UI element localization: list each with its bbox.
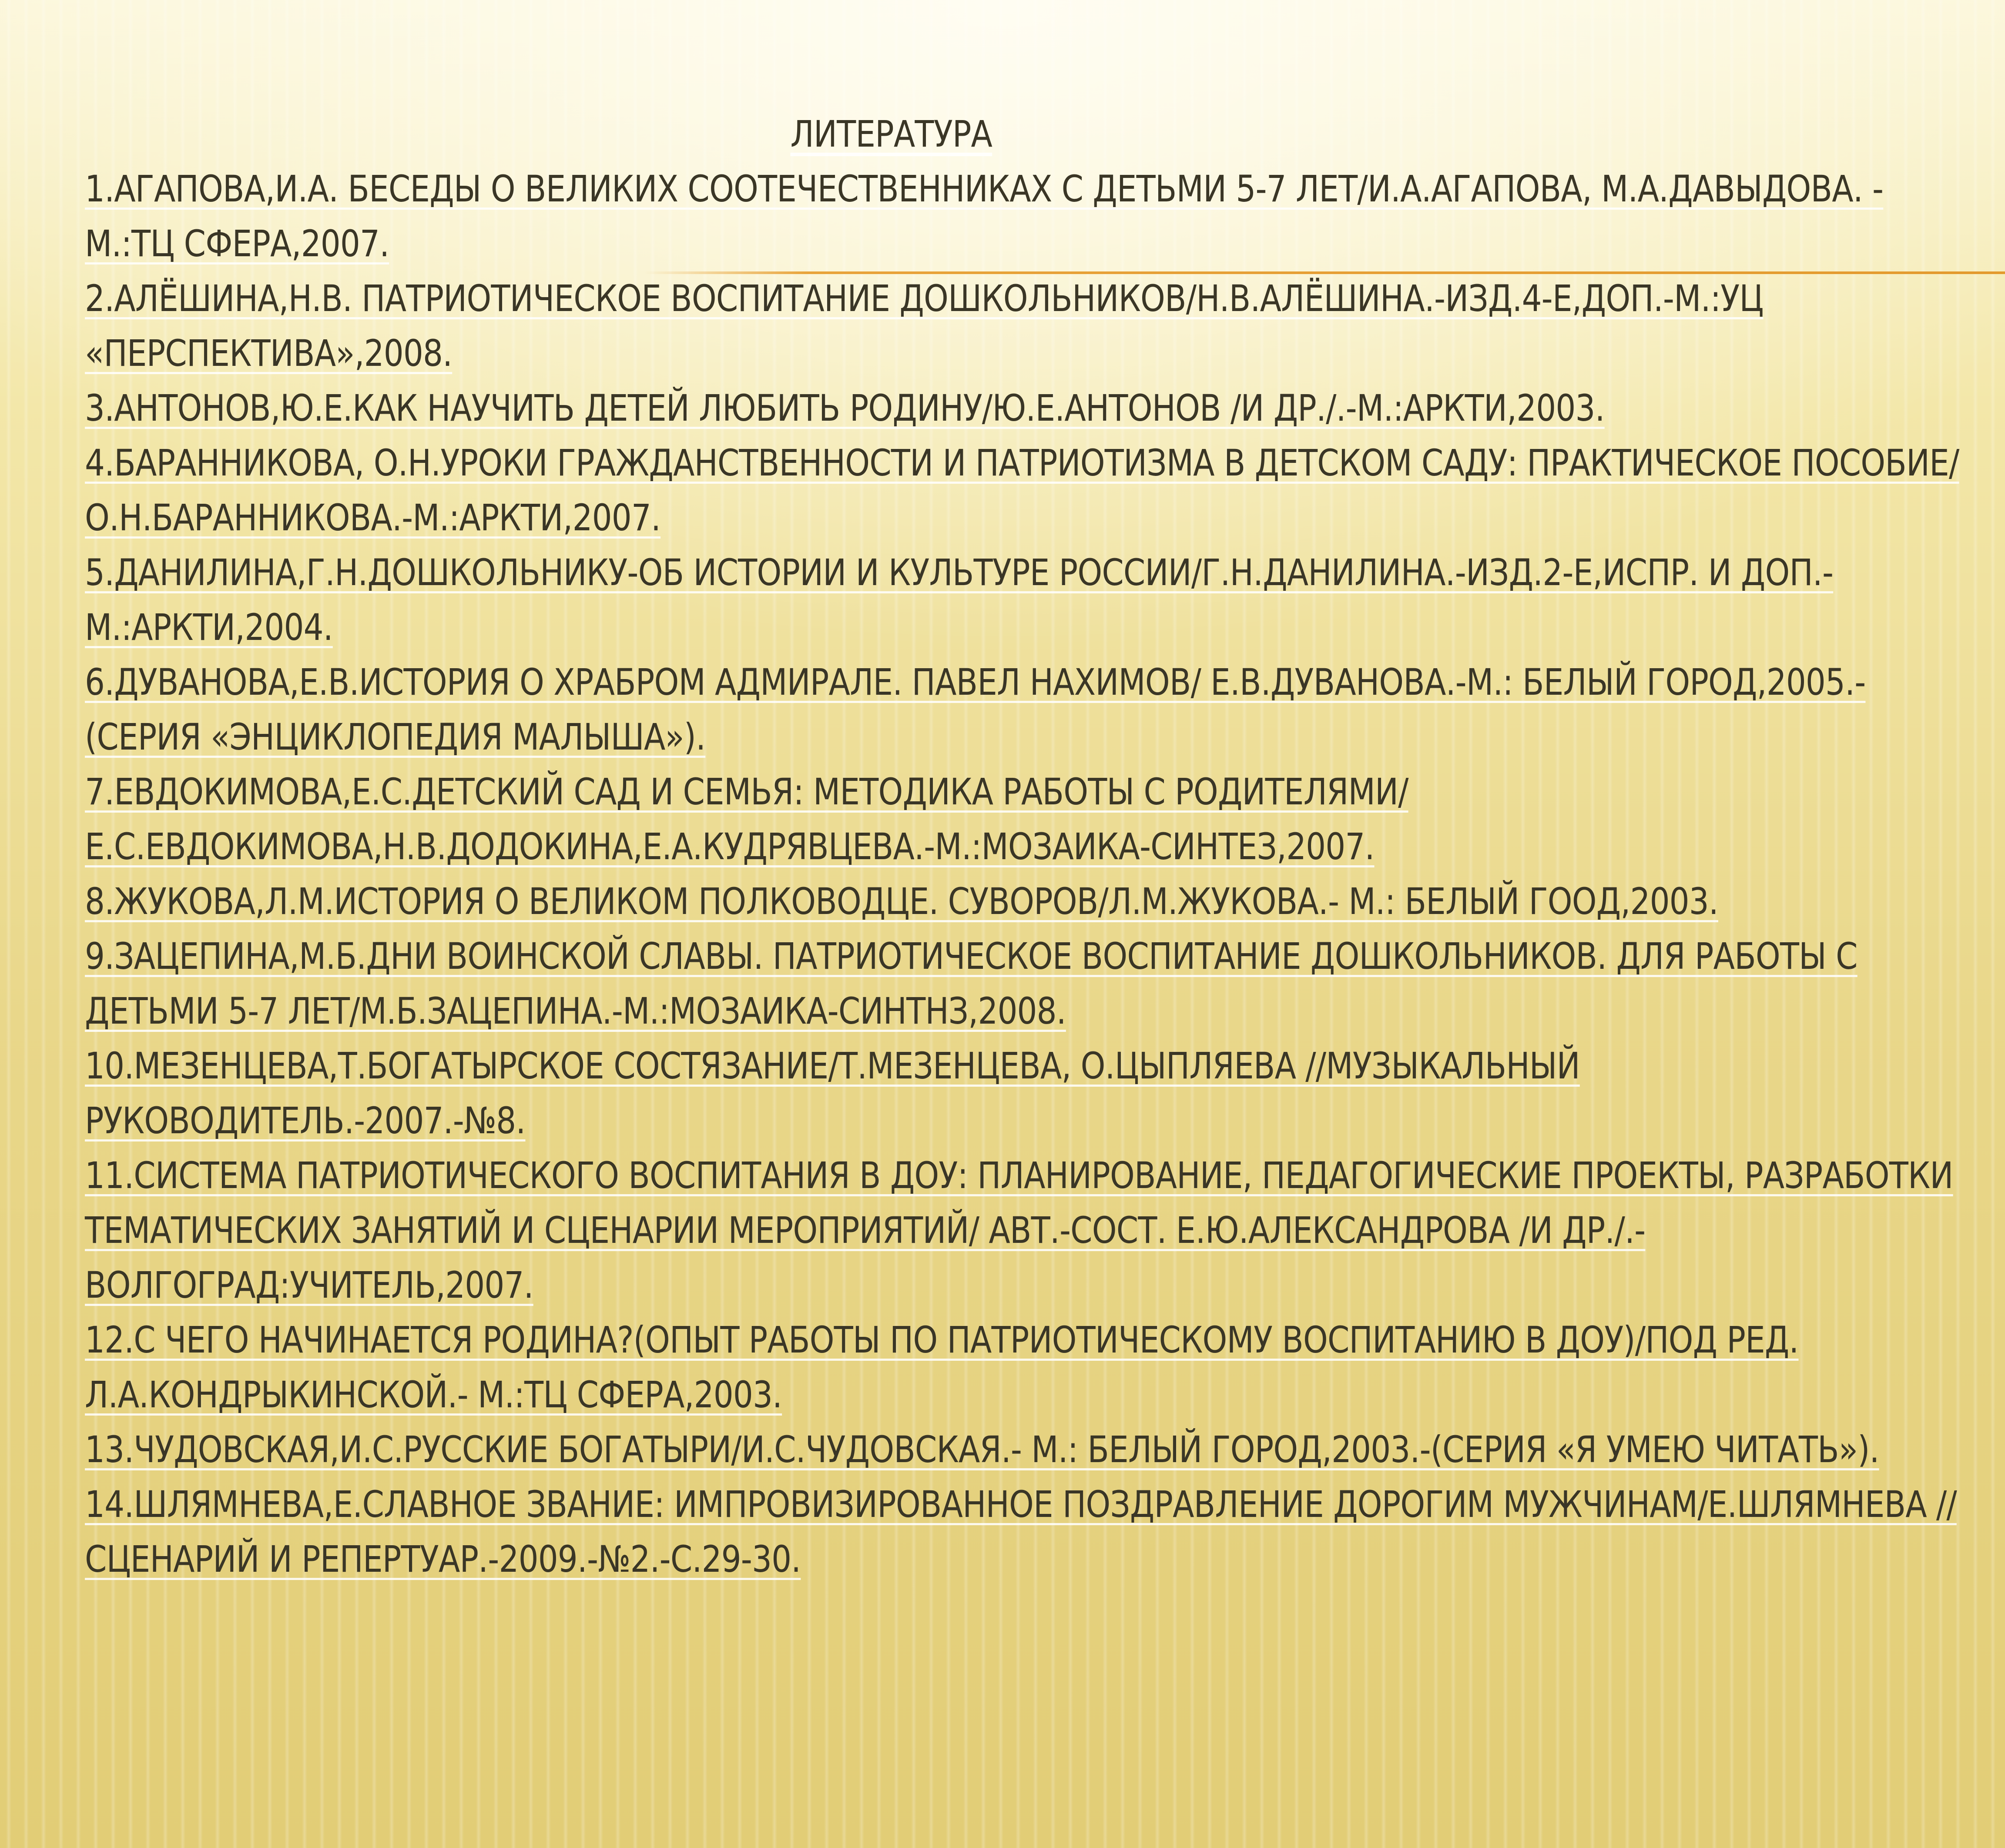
reference-list — [85, 161, 1960, 1587]
slide-content — [85, 107, 1960, 1587]
reference-item-14: 14.ШЛЯМНЕВА,Е.СЛАВНОЕ ЗВАНИЕ: ИМПРОВИЗИРОВАННОЕ ПОЗДРАВЛЕНИЕ ДОРОГИМ МУЖЧИНАМ/Е.ШЛЯМНЕВА //СЦЕНАРИЙ И РЕПЕРТУАР.-2009.-№2.-С.29-30. — [85, 1483, 1957, 1580]
reference-item-8: 8.ЖУКОВА,Л.М.ИСТОРИЯ О ВЕЛИКОМ ПОЛКОВОДЦЕ. СУВОРОВ/Л.М.ЖУКОВА.- М.: БЕЛЫЙ ГООД,2003. — [85, 880, 1718, 923]
reference-item-10: 10.МЕЗЕНЦЕВА,Т.БОГАТЫРСКОЕ СОСТЯЗАНИЕ/Т.МЕЗЕНЦЕВА, О.ЦЫПЛЯЕВА //МУЗЫКАЛЬНЫЙ РУКОВОДИТЕЛЬ.-2007.-№8. — [85, 1045, 1580, 1142]
reference-item-3: 3.АНТОНОВ,Ю.Е.КАК НАУЧИТЬ ДЕТЕЙ ЛЮБИТЬ РОДИНУ/Ю.Е.АНТОНОВ /И ДР./.-М.:АРКТИ,2003. — [85, 387, 1605, 429]
reference-item-6: 6.ДУВАНОВА,Е.В.ИСТОРИЯ О ХРАБРОМ АДМИРАЛЕ. ПАВЕЛ НАХИМОВ/ Е.В.ДУВАНОВА.-М.: БЕЛЫЙ ГОРОД,2005.-(СЕРИЯ «ЭНЦИКЛОПЕДИЯ МАЛЫША»). — [85, 661, 1866, 758]
reference-item-9: 9.ЗАЦЕПИНА,М.Б.ДНИ ВОИНСКОЙ СЛАВЫ. ПАТРИОТИЧЕСКОЕ ВОСПИТАНИЕ ДОШКОЛЬНИКОВ. ДЛЯ РАБОТЫ С ДЕТЬМИ 5-7 ЛЕТ/М.Б.ЗАЦЕПИНА.-М.:МОЗАИКА-СИНТНЗ,2008. — [85, 935, 1857, 1032]
reference-item-13: 13.ЧУДОВСКАЯ,И.С.РУССКИЕ БОГАТЫРИ/И.С.ЧУДОВСКАЯ.- М.: БЕЛЫЙ ГОРОД,2003.-(СЕРИЯ «Я УМЕЮ ЧИТАТЬ»). — [85, 1428, 1879, 1471]
reference-item-7: 7.ЕВДОКИМОВА,Е.С.ДЕТСКИЙ САД И СЕМЬЯ: МЕТОДИКА РАБОТЫ С РОДИТЕЛЯМИ/Е.С.ЕВДОКИМОВА,Н.В.ДОДОКИНА,Е.А.КУДРЯВЦЕВА.-М.:МОЗАИКА-СИНТЕЗ,2007. — [85, 770, 1408, 868]
reference-item-5: 5.ДАНИЛИНА,Г.Н.ДОШКОЛЬНИКУ-ОБ ИСТОРИИ И КУЛЬТУРЕ РОССИИ/Г.Н.ДАНИЛИНА.-ИЗД.2-Е,ИСПР. И ДОП.-М.:АРКТИ,2004. — [85, 551, 1834, 649]
reference-item-12: 12.С ЧЕГО НАЧИНАЕТСЯ РОДИНА?(ОПЫТ РАБОТЫ ПО ПАТРИОТИЧЕСКОМУ ВОСПИТАНИЮ В ДОУ)/ПОД РЕД. Л.А.КОНДРЫКИНСКОЙ.- М.:ТЦ СФЕРА,2003. — [85, 1319, 1799, 1416]
reference-item-2: 2.АЛЁШИНА,Н.В. ПАТРИОТИЧЕСКОЕ ВОСПИТАНИЕ ДОШКОЛЬНИКОВ/Н.В.АЛЁШИНА.-ИЗД.4-Е,ДОП.-М.:УЦ «ПЕРСПЕКТИВА»,2008. — [85, 277, 1764, 375]
reference-item-4: 4.БАРАННИКОВА, О.Н.УРОКИ ГРАЖДАНСТВЕННОСТИ И ПАТРИОТИЗМА В ДЕТСКОМ САДУ: ПРАКТИЧЕСКОЕ ПОСОБИЕ/О.Н.БАРАННИКОВА.-М.:АРКТИ,2007. — [85, 442, 1959, 539]
slide-title: ЛИТЕРАТУРА — [790, 113, 992, 155]
reference-item-1: 1.АГАПОВА,И.А. БЕСЕДЫ О ВЕЛИКИХ СООТЕЧЕСТВЕННИКАХ С ДЕТЬМИ 5-7 ЛЕТ/И.А.АГАПОВА, М.А.ДАВЫДОВА. - М.:ТЦ СФЕРА,2007. — [85, 167, 1884, 265]
reference-item-11: 11.СИСТЕМА ПАТРИОТИЧЕСКОГО ВОСПИТАНИЯ В ДОУ: ПЛАНИРОВАНИЕ, ПЕДАГОГИЧЕСКИЕ ПРОЕКТЫ, РАЗРАБОТКИ ТЕМАТИЧЕСКИХ ЗАНЯТИЙ И СЦЕНАРИИ МЕРОПРИЯТИЙ/ АВТ.-СОСТ. Е.Ю.АЛЕКСАНДРОВА /И ДР./.-ВОЛГОГРАД:УЧИТЕЛЬ,2007. — [85, 1154, 1953, 1306]
